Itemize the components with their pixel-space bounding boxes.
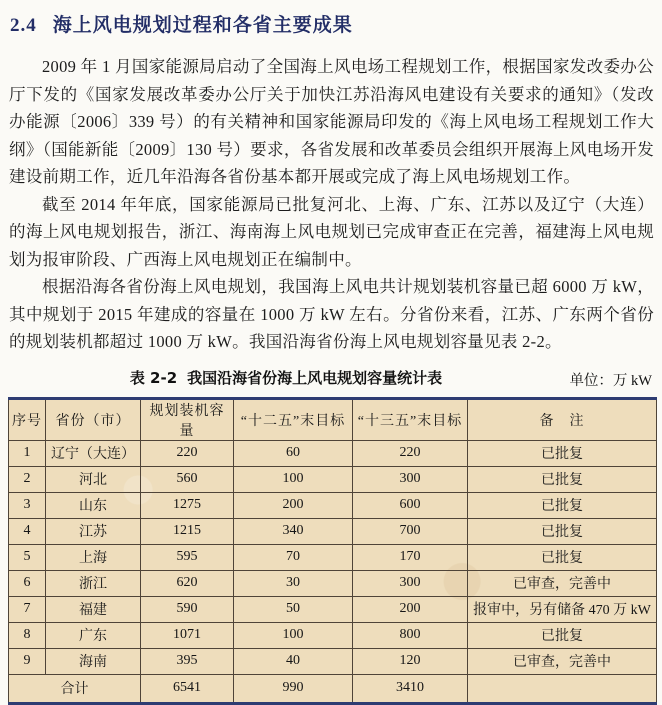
table-cell: 辽宁（大连） [46,440,141,466]
paragraph-planning-launch: 2009 年 1 月国家能源局启动了全国海上风电场工程规划工作，根据国家发改委办公厅下发的《国家发展改革委办公厅关于加快江苏沿海风电建设有关要求的通知》（发改办能源〔2006〕339 号）的有关精神和国家能源局印发的《海上风电场工程规划工作大纲》（国能新能〔2009〕130 号）要求，各省发展和改革委员会组织开展海上风电场开发建设前期工作，近几年沿海各省份基本都开展或完成了海上风电场规划工作。 [9,57,654,186]
table-caption-title: 我国沿海省份海上风电规划容量统计表 [187,368,443,387]
table-row [9,622,657,648]
table-cell: 595 [141,544,234,570]
table-cell: 海南 [46,648,141,674]
total-capacity-cell: 6541 [141,674,234,703]
section-number: 2.4 [10,15,37,36]
table-cell: 上海 [46,544,141,570]
table-cell: 100 [234,622,353,648]
table-cell: 已审查，完善中 [468,648,657,674]
table-cell: 8 [9,622,46,648]
table-cell: 620 [141,570,234,596]
column-header: 序号 [9,398,46,440]
table-cell: 已批复 [468,544,657,570]
table-cell: 江苏 [46,518,141,544]
column-header: 备 注 [468,398,657,440]
header-row [9,398,657,440]
table-cell: 100 [234,466,353,492]
table-cell: 200 [234,492,353,518]
table-cell: 4 [9,518,46,544]
table-row [9,440,657,466]
offshore-wind-planning-table [8,397,657,705]
table-cell: 590 [141,596,234,622]
table-caption-row [0,367,662,389]
table-cell: 200 [353,596,468,622]
table-cell: 220 [141,440,234,466]
table-cell: 5 [9,544,46,570]
table-header [9,398,657,440]
table-cell: 700 [353,518,468,544]
table-unit-label: 单位：万 kW [569,372,652,389]
table-cell: 报审中，另有储备 470 万 kW [468,596,657,622]
section-heading [10,10,662,37]
table-cell: 福建 [46,596,141,622]
table-cell: 300 [353,466,468,492]
total-remark-cell [468,674,657,703]
table-row [9,570,657,596]
table-cell: 70 [234,544,353,570]
table-cell: 已批复 [468,622,657,648]
table-row [9,648,657,674]
table-row [9,518,657,544]
table-cell: 50 [234,596,353,622]
table-cell: 广东 [46,622,141,648]
table-caption-label: 表 2-2 [129,368,178,387]
table-cell: 1 [9,440,46,466]
table-cell: 浙江 [46,570,141,596]
table-footer [9,674,657,703]
table-cell: 395 [141,648,234,674]
table-cell: 800 [353,622,468,648]
table-cell: 已审查，完善中 [468,570,657,596]
column-header: “十二五”末目标 [234,398,353,440]
paragraph-capacity-summary: 根据沿海各省份海上风电规划，我国海上风电共计规划装机容量已超 6000 万 kW，其中规划于 2015 年建成的容量在 1000 万 kW 左右。分省份来看，江苏、广东两个省份的规划装机都超过 1000 万 kW。我国沿海省份海上风电规划容量见表 2-2。 [9,277,654,351]
column-header: 省份（市） [46,398,141,440]
table-row [9,466,657,492]
table-cell: 1215 [141,518,234,544]
table-row [9,544,657,570]
total-label-cell: 合计 [9,674,141,703]
total-row [9,674,657,703]
column-header: “十三五”末目标 [353,398,468,440]
total-13th-plan-cell: 3410 [353,674,468,703]
table-cell: 已批复 [468,440,657,466]
table-cell: 河北 [46,466,141,492]
table-cell: 170 [353,544,468,570]
table-cell: 山东 [46,492,141,518]
table-cell: 已批复 [468,492,657,518]
table-cell: 9 [9,648,46,674]
table-cell: 560 [141,466,234,492]
table-cell: 2 [9,466,46,492]
table-caption [40,367,532,388]
table-cell: 120 [353,648,468,674]
total-12th-plan-cell: 990 [234,674,353,703]
document-page [0,10,662,697]
table-cell: 340 [234,518,353,544]
table-cell: 7 [9,596,46,622]
column-header: 规划装机容量 [141,398,234,440]
table-cell: 300 [353,570,468,596]
table-cell: 220 [353,440,468,466]
table-cell: 30 [234,570,353,596]
table-cell: 60 [234,440,353,466]
table-cell: 600 [353,492,468,518]
table-cell: 6 [9,570,46,596]
table-cell: 已批复 [468,518,657,544]
section-title: 海上风电规划过程和各省主要成果 [52,14,353,36]
table-row [9,596,657,622]
table-cell: 40 [234,648,353,674]
table-body [9,440,657,674]
table-cell: 3 [9,492,46,518]
paragraph-approval-status: 截至 2014 年年底，国家能源局已批复河北、上海、广东、江苏以及辽宁（大连）的海上风电规划报告，浙江、海南海上风电规划已完成审查正在完善，福建海上风电规划为报审阶段、广西海上风电规划正在编制中。 [9,194,654,269]
table-cell: 1275 [141,492,234,518]
table-row [9,492,657,518]
table-cell: 已批复 [468,466,657,492]
table-cell: 1071 [141,622,234,648]
